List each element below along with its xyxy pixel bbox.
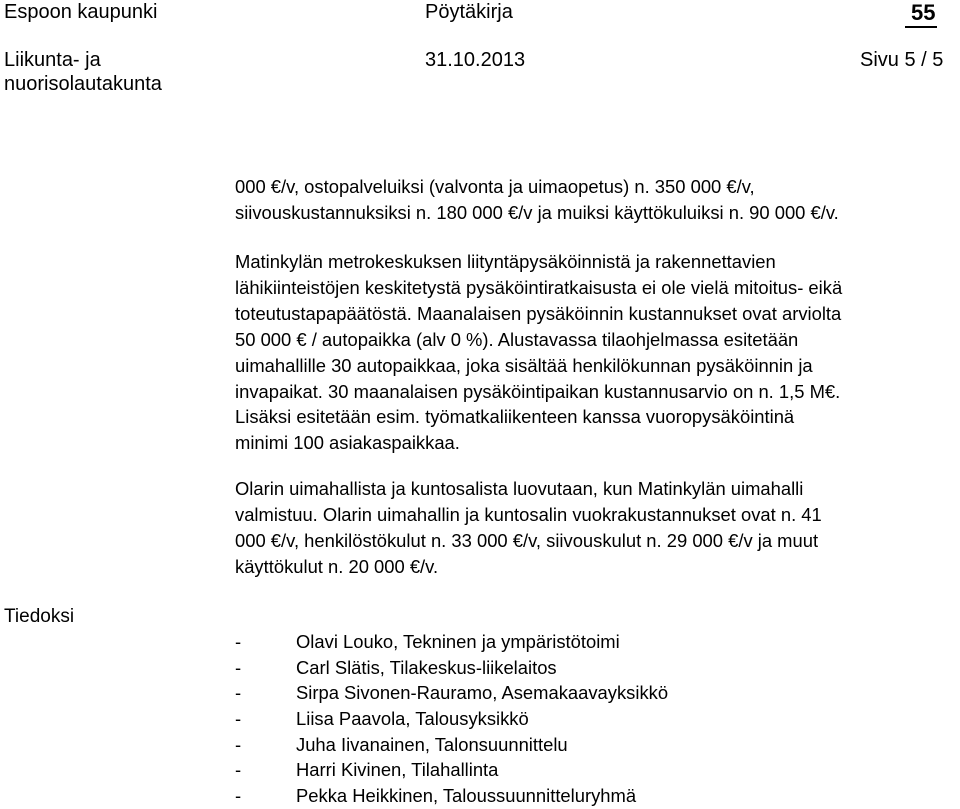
recipient-name: Liisa Paavola, Talousyksikkö — [296, 708, 529, 730]
text-line: Olarin uimahallista ja kuntosalista luovutaan, kun Matinkylän uimahalli — [235, 478, 804, 499]
list-dash: - — [235, 682, 242, 704]
recipient-name: Sirpa Sivonen-Rauramo, Asemakaavayksikkö — [296, 682, 669, 704]
text-line: Lisäksi esitetään esim. työmatkaliikenteen kanssa vuoropysäköintinä — [235, 406, 795, 428]
paragraph-parking — [235, 249, 957, 456]
text-line: valmistuu. Olarin uimahallin ja kuntosalin vuokrakustannukset ovat n. 41 — [235, 503, 822, 525]
recipient-name: Pekka Heikkinen, Taloussuunnitteluryhmä — [296, 785, 637, 807]
recipient-name: Olavi Louko, Tekninen ja ympäristötoimi — [296, 631, 620, 652]
text-line: invapaikat. 30 maanalaisen pysäköintipaikan kustannusarvio on n. 1,5 M€. — [235, 380, 841, 402]
text-line: 000 €/v, henkilöstökulut n. 33 000 €/v, siivouskulut n. 29 000 €/v ja muut — [235, 529, 819, 551]
paragraph-olari-hall — [235, 476, 957, 580]
organization-name: Espoon kaupunki — [4, 1, 158, 23]
text-line: siivouskustannuksiksi n. 180 000 €/v ja muiksi käyttökuluiksi n. 90 000 €/v. — [235, 201, 839, 223]
list-dash: - — [235, 759, 242, 781]
text-line: Matinkylän metrokeskuksen liityntäpysäköinnistä ja rakennettavien — [235, 251, 776, 272]
list-dash: - — [235, 631, 242, 652]
recipient-name: Harri Kivinen, Tilahallinta — [296, 759, 499, 781]
list-dash: - — [235, 733, 242, 755]
recipient-name: Juha Iivanainen, Talonsuunnittelu — [296, 733, 568, 755]
text-line: 50 000 € / autopaikka (alv 0 %). Alustavassa tilaohjelmassa esitetään — [235, 328, 799, 350]
text-line: käyttökulut n. 20 000 €/v. — [235, 555, 439, 577]
committee-name-line1: Liikunta- ja — [4, 49, 101, 71]
document-type: Pöytäkirja — [425, 1, 513, 23]
tiedoksi-label: Tiedoksi — [4, 606, 75, 627]
text-line: toteutustapapäätöstä. Maanalaisen pysäköinnin kustannukset ovat arviolta — [235, 302, 842, 324]
text-line: lähikiinteistöjen keskitetystä pysäköintiratkaisusta ei ole vielä mitoitus- eikä — [235, 276, 843, 298]
text-line: minimi 100 asiakaspaikkaa. — [235, 432, 460, 454]
text-line: 000 €/v, ostopalveluiksi (valvonta ja uimaopetus) n. 350 000 €/v, — [235, 176, 755, 197]
recipient-name: Carl Slätis, Tilakeskus-liikelaitos — [296, 656, 557, 678]
section-number: 55 — [905, 0, 937, 28]
list-dash: - — [235, 656, 242, 678]
list-dash: - — [235, 708, 242, 730]
list-dash: - — [235, 785, 242, 807]
page-label: Sivu 5 / 5 — [860, 49, 944, 71]
paragraph-costs-continued — [235, 174, 957, 226]
text-line: uimahallille 30 autopaikkaa, joka sisältää henkilökunnan pysäköinnin ja — [235, 354, 813, 376]
meeting-date: 31.10.2013 — [425, 49, 526, 71]
committee-name-line2: nuorisolautakunta — [4, 73, 162, 95]
